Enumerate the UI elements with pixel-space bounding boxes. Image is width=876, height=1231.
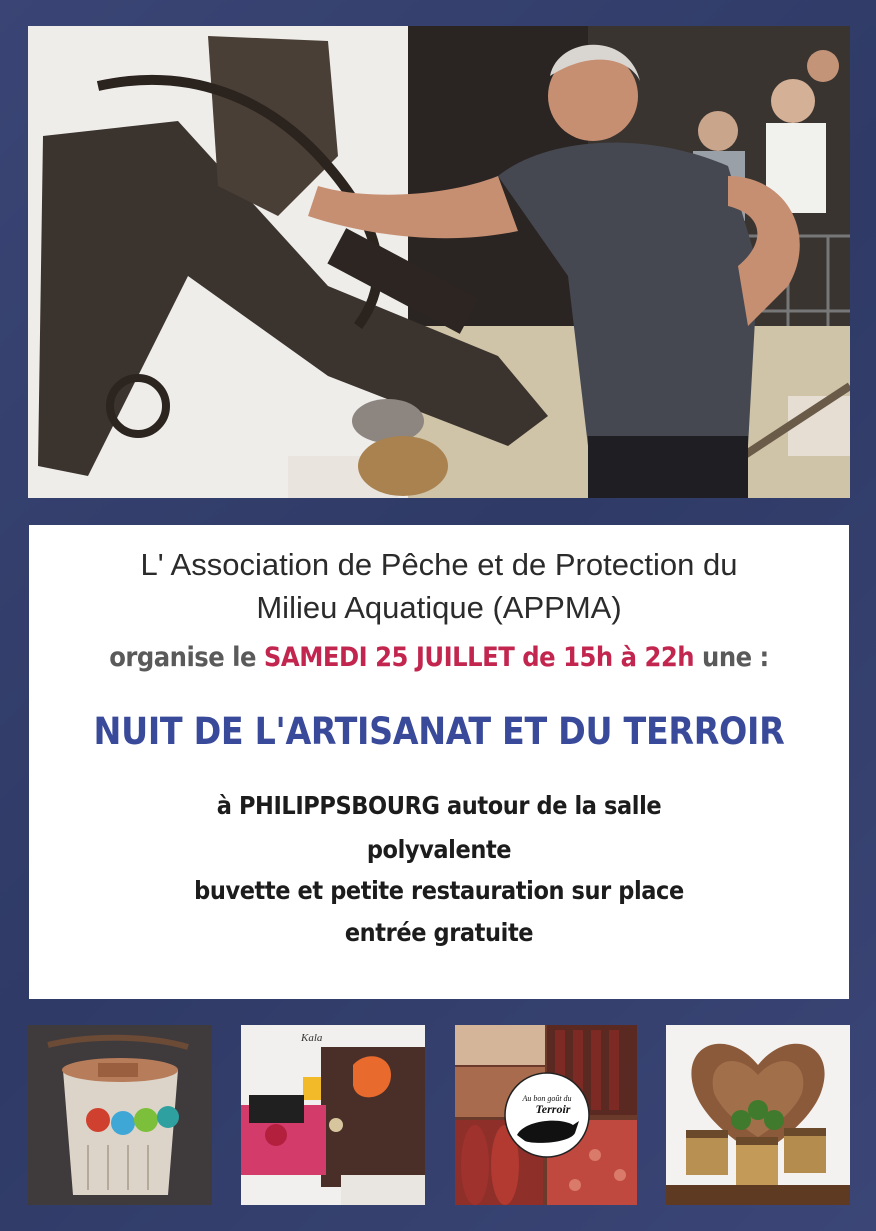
badge-line1: Au bon goût du: [522, 1094, 572, 1103]
thumbnail-leather-goods: [241, 1025, 425, 1205]
info-venue: polyvalente: [366, 835, 512, 864]
event-title: NUIT DE L'ARTISANAT ET DU TERROIR: [93, 710, 785, 753]
thumbnail-charcuterie: [455, 1025, 637, 1205]
thumbnail-pottery: [28, 1025, 212, 1205]
info-entry: entrée gratuite: [344, 918, 534, 947]
header-photo: [28, 26, 850, 498]
organise-suffix: une :: [702, 642, 769, 673]
info-panel: [29, 525, 849, 999]
badge-line2: Terroir: [535, 1102, 571, 1116]
thumbnail-jars: [666, 1025, 850, 1205]
info-food: buvette et petite restauration sur place: [194, 876, 684, 905]
association-name-line2: Milieu Aquatique (APPMA): [256, 590, 622, 625]
info-location: à PHILIPPSBOURG autour de la salle: [216, 791, 662, 820]
organise-line: [29, 642, 849, 673]
thumbnail-caption-kala: Kala: [301, 1032, 323, 1044]
organise-prefix: organise le: [109, 642, 256, 673]
association-name-line1: L' Association de Pêche et de Protection du: [140, 547, 738, 582]
event-date: SAMEDI 25 JUILLET de 15h à 22h: [263, 642, 695, 673]
